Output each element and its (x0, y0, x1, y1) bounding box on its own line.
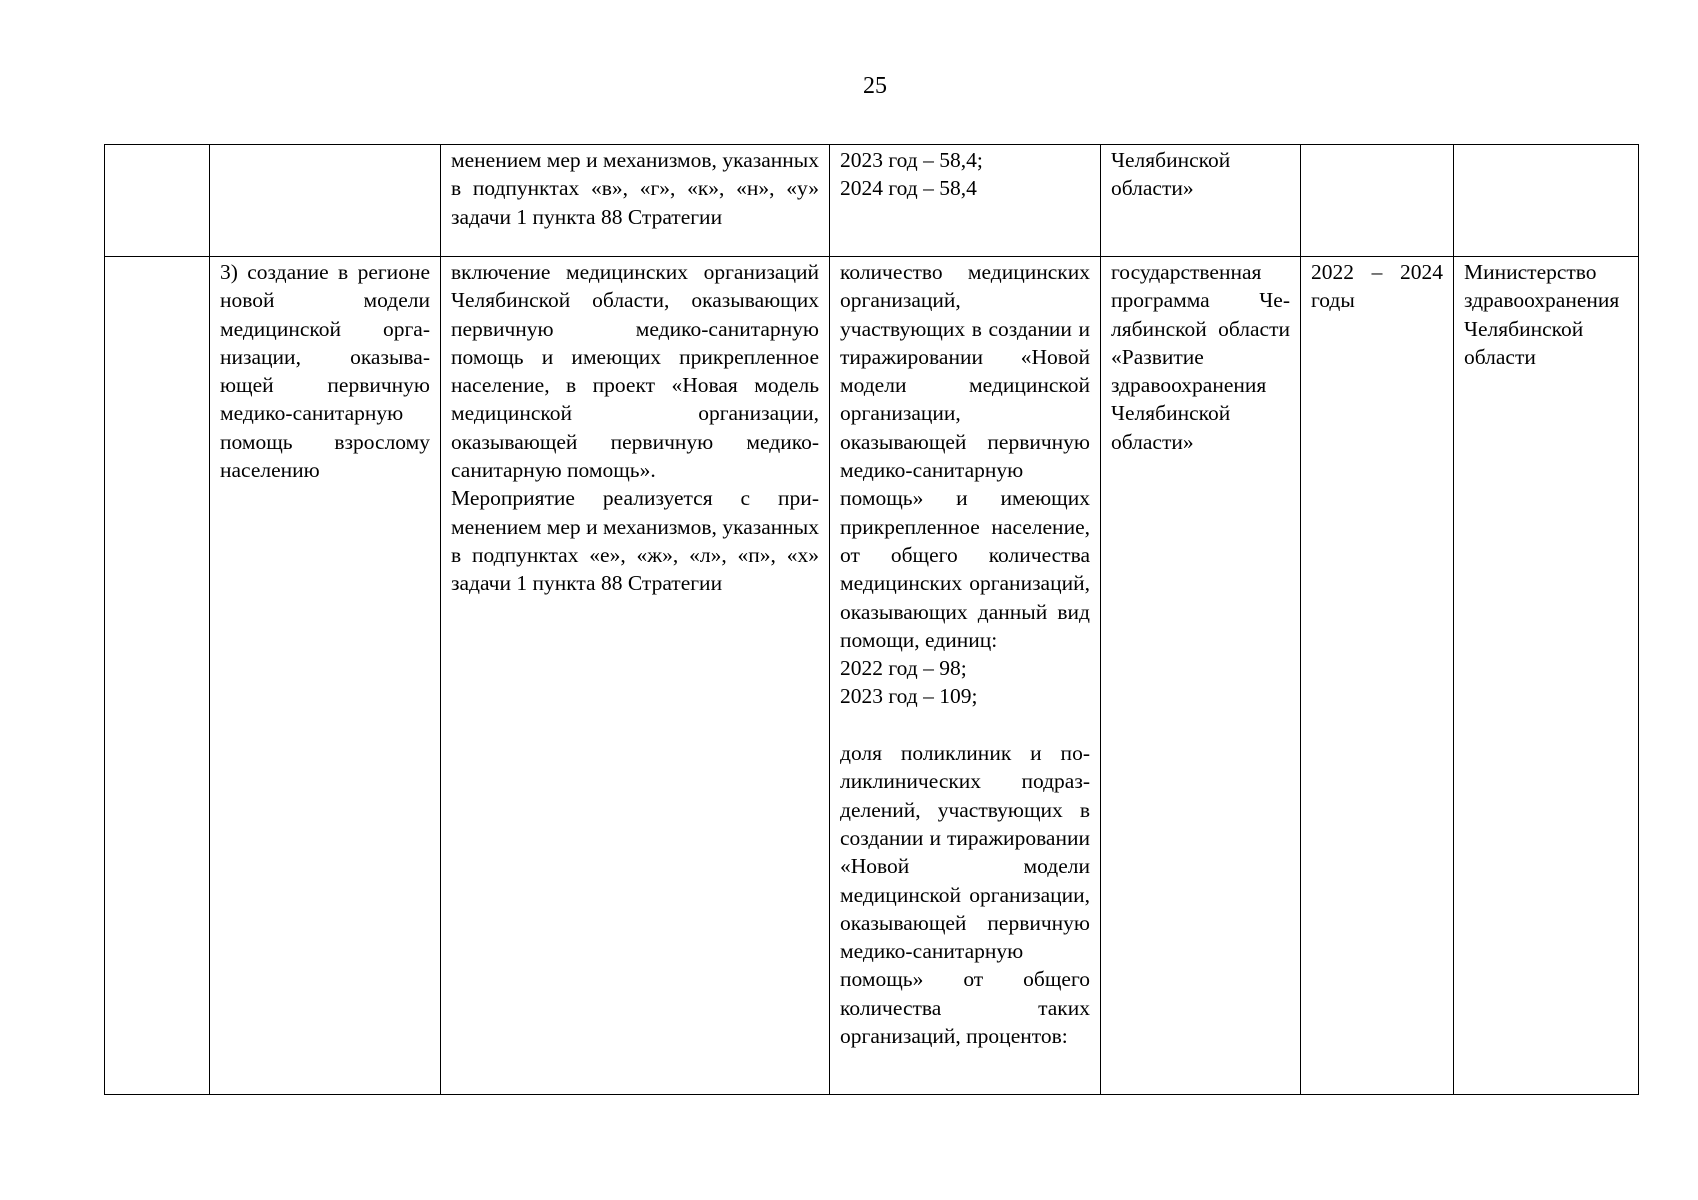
indicator-year-line: 2024 год – 58,4 (840, 176, 977, 201)
indicator-year-line: 2022 год – 98; (840, 656, 967, 681)
cell-program: государственная программа Челябинской области «Развитие здравоохранения Челябинской области» (1101, 257, 1301, 1095)
table-row (105, 145, 1639, 257)
indicator-paragraph: доля поликлиник и поликлинических подразделений, участвующих в создании и тиражировании «Новой модели медицинской организации, оказывающей первичную медико-санитарную помощь» от общего количества таких организаций, процентов: (840, 741, 1090, 1049)
indicator-paragraph: количество медицинских организаций, участвующих в создании и тиражировании «Новой модели медицинской организации, оказывающей первичную медико-санитарную помощь» и имеющих прикрепленное население, от общего количества медицинских организаций, оказывающих данный вид помощи, единиц: (840, 260, 1090, 652)
indicator-year-line: 2023 год – 109; (840, 684, 978, 709)
cell-period: 2022 – 2024 годы (1301, 257, 1454, 1095)
cell-number (105, 257, 210, 1095)
table-row (105, 257, 1639, 1095)
cell-task (210, 145, 441, 257)
cell-task: 3) создание в регионе новой модели медицинской организации, оказывающей первичную медико-санитарную помощь взрослому населению (210, 257, 441, 1095)
cell-measure (441, 257, 830, 1095)
page-number: 25 (863, 73, 887, 99)
cell-program: Челябинской области» (1101, 145, 1301, 257)
cell-indicator (830, 145, 1101, 257)
measure-paragraph: Мероприятие реализуется с применением мер и механизмов, указанных в подпунктах «е», «ж», «л», «п», «х» задачи 1 пункта 88 Стратегии (451, 486, 819, 596)
measure-paragraph: включение медицинских организаций Челябинской области, оказывающих первичную медико-санитарную помощь и имеющих прикрепленное население, в проект «Новая модель медицинской организации, оказывающей первичную медико-санитарную помощь». (451, 260, 819, 483)
cell-responsible (1454, 145, 1639, 257)
paragraph-gap (840, 711, 1090, 739)
measures-table (104, 144, 1639, 1095)
cell-responsible: Министерство здравоохранения Челябинской области (1454, 257, 1639, 1095)
cell-period (1301, 145, 1454, 257)
indicator-year-line: 2023 год – 58,4; (840, 148, 983, 172)
cell-number (105, 145, 210, 257)
cell-measure: менением мер и механизмов, указанных в подпунктах «в», «г», «к», «н», «у» задачи 1 пункта 88 Стратегии (441, 145, 830, 257)
cell-indicator (830, 257, 1101, 1095)
